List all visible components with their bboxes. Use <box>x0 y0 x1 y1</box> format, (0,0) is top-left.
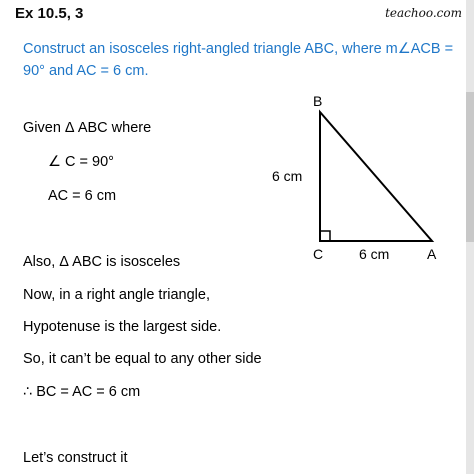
conclusion-line: ∴ BC = AC = 6 cm <box>23 384 141 400</box>
question-text: Construct an isosceles right-angled triangle ABC, where m∠ACB = 90° and AC = 6 cm. <box>23 41 454 79</box>
teachoo-logo: teachoo.com <box>385 6 462 20</box>
side-ca-label: 6 cm <box>359 246 390 262</box>
vertex-b-label: B <box>313 93 323 109</box>
slide-title: Ex 10.5, 3 <box>15 5 84 22</box>
construct-line: Let’s construct it <box>23 450 128 466</box>
vertex-a-label: A <box>427 246 437 262</box>
hypotenuse-line: Hypotenuse is the largest side. <box>23 319 222 335</box>
right-triangle-line: Now, in a right angle triangle, <box>23 287 210 303</box>
given-line: Given Δ ABC where <box>23 120 152 136</box>
triangle-abc <box>320 112 432 241</box>
not-equal-line: So, it can’t be equal to any other side <box>23 351 262 367</box>
ac-length-line: AC = 6 cm <box>48 188 117 204</box>
right-angle-marker <box>320 231 330 241</box>
vertex-c-label: C <box>313 246 324 262</box>
isosceles-line: Also, Δ ABC is isosceles <box>23 254 181 270</box>
side-bc-label: 6 cm <box>272 168 303 184</box>
angle-c-line: ∠ C = 90° <box>48 154 114 170</box>
